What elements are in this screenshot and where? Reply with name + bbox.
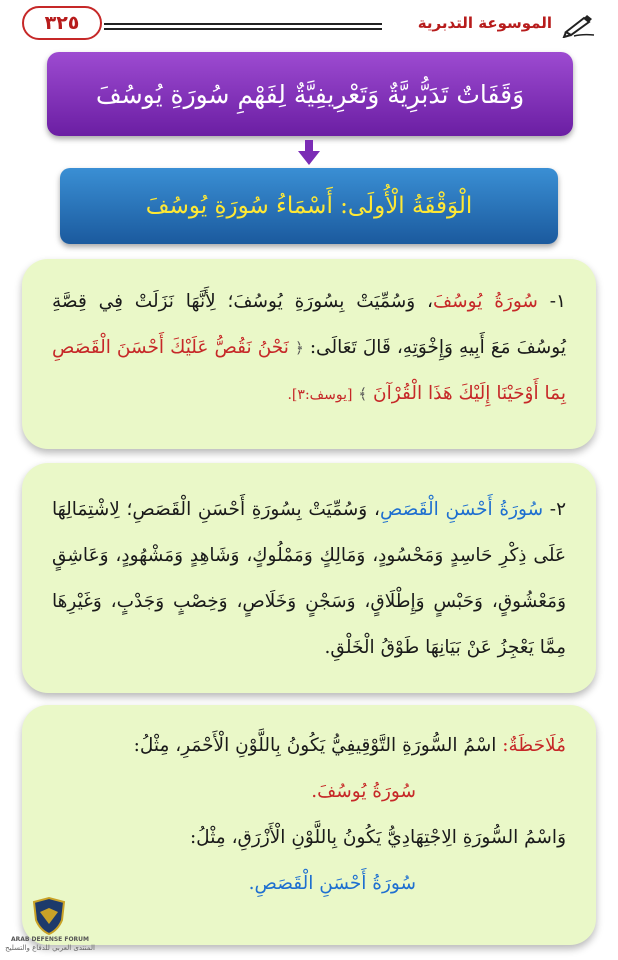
note-label: مُلَاحَظَةٌ: xyxy=(502,735,566,756)
note-text-1: اسْمُ السُّورَةِ التَّوْقِيفِيُّ يَكُونُ بِاللَّوْنِ الْأَحْمَرِ، مِثْلُ: xyxy=(133,735,497,756)
card-text: ، وَسُمِّيَتْ بِسُورَةِ أَحْسَنِ الْقَصَصِ؛ لِاشْتِمَالِهَا عَلَى ذِكْرِ حَاسِدٍ وَمَحْسُودٍ، وَمَالِكٍ وَمَمْلُوكٍ، وَشَاهِدٍ وَمَشْهُودٍ، وَعَاشِقٍ وَمَعْشُوقٍ، وَحَبْسٍ وَإِطْلَاقٍ، وَسَجْنٍ وَخَلَاصٍ، وَخِصْبٍ وَجَدْبٍ، وَغَيْرِهَا مِمَّا يَعْجِزُ عَنْ بَيَانِهَا طَوْقُ الْخَلْقِ. xyxy=(52,499,566,658)
example-red: سُورَةُ يُوسُفَ. xyxy=(311,781,416,802)
surah-name-red: سُورَةُ يُوسُفَ xyxy=(433,291,538,312)
pen-icon xyxy=(562,12,596,38)
card-text: ، وَسُمِّيَتْ بِسُورَةِ يُوسُفَ؛ لِأَنَّهَا نَزَلَتْ فِي قِصَّةِ يُوسُفَ مَعَ أَبِيهِ وَإِخْوَتِهِ، قَالَ تَعَالَى: xyxy=(52,291,566,358)
ayah-close-bracket: ﴾ xyxy=(358,385,368,403)
item-number: ٢- xyxy=(549,499,566,520)
ayah-open-bracket: ﴿ xyxy=(294,339,304,357)
section-title-banner xyxy=(60,168,558,244)
card-note xyxy=(22,705,596,945)
forum-watermark xyxy=(4,896,96,956)
note-line-1 xyxy=(52,723,566,769)
header-divider xyxy=(104,23,382,30)
watermark-name-en: ARAB DEFENSE FORUM xyxy=(10,936,90,943)
shield-eagle-logo xyxy=(32,896,66,936)
arrow-down-icon xyxy=(298,140,320,166)
example-blue: سُورَةُ أَحْسَنِ الْقَصَصِ. xyxy=(248,873,416,894)
section-title-text: الْوَقْفَةُ الْأُولَى: أَسْمَاءُ سُورَةِ يُوسُفَ xyxy=(145,193,473,219)
note-text-2: وَاسْمُ السُّورَةِ الِاجْتِهَادِيُّ يَكُونُ بِاللَّوْنِ الْأَزْرَقِ، مِثْلُ: xyxy=(189,827,566,848)
page-number: ٣٢٥ xyxy=(22,6,102,40)
item-number: ١- xyxy=(549,291,566,312)
encyclopedia-title: الموسوعة التدبرية xyxy=(417,14,552,32)
card-surah-yusuf xyxy=(22,259,596,449)
surah-name-blue: سُورَةُ أَحْسَنِ الْقَصَصِ xyxy=(379,499,544,520)
quran-verse: نَحْنُ نَقُصُّ عَلَيْكَ أَحْسَنَ الْقَصَصِ بِمَا أَوْحَيْنَا إِلَيْكَ هَذَا الْقُرْآنَ xyxy=(52,337,566,404)
watermark-name-ar: المنتدى العربي للدفاع والتسليح xyxy=(5,944,95,952)
main-title-banner xyxy=(47,52,573,136)
card-ahsan-al-qasas xyxy=(22,463,596,693)
main-title-text: وَقَفَاتٌ تَدَبُّرِيَّةٌ وَتَعْرِيفِيَّةٌ لِفَهْمِ سُورَةِ يُوسُفَ xyxy=(95,79,525,109)
verse-reference: [يوسف:٣]. xyxy=(287,387,353,403)
